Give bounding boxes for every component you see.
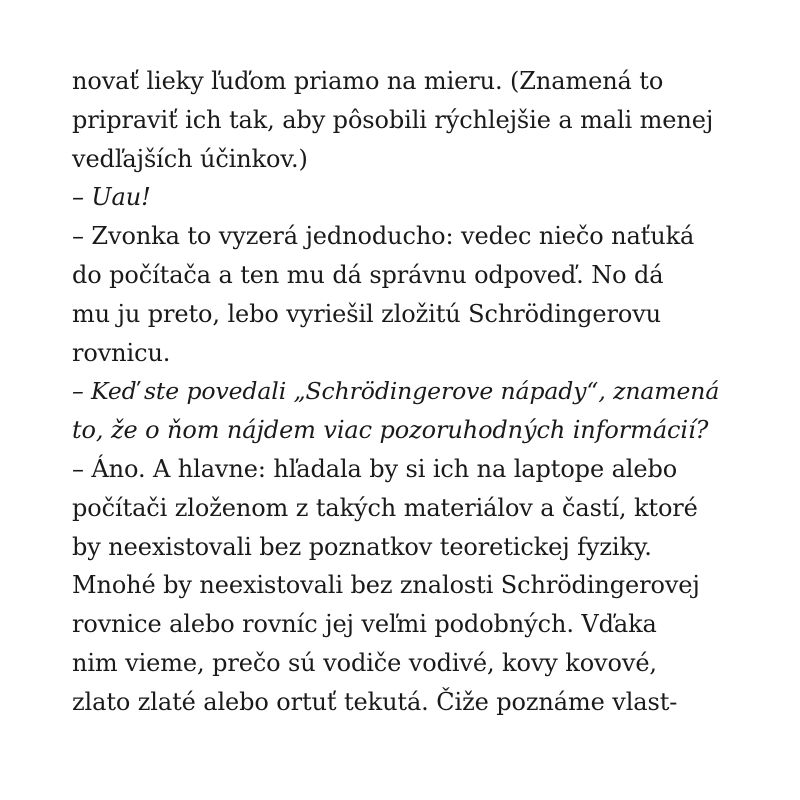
text-line: počítači zloženom z takých materiálov a častí, ktoré	[72, 493, 698, 522]
document-page	[72, 62, 732, 722]
text-line: pripraviť ich tak, aby pôsobili rýchlejšie a mali menej	[72, 105, 714, 134]
text-line: zlato zlaté alebo ortuť tekutá. Čiže poznáme vlast-	[72, 687, 678, 716]
text-line: mu ju preto, lebo vyriešil zložitú Schrödingerovu	[72, 299, 662, 328]
text-line: vedľajších účinkov.)	[72, 144, 308, 173]
dialogue-line-italic: – Keď ste povedali „Schrödingerove nápady“, znamená	[72, 377, 720, 406]
text-line: rovnicu.	[72, 338, 171, 367]
text-line: by neexistovali bez poznatkov teoretickej fyziky.	[72, 532, 652, 561]
dialogue-line-italic: – Uau!	[72, 183, 151, 212]
text-line: nim vieme, prečo sú vodiče vodivé, kovy kovové,	[72, 648, 657, 677]
text-line: – Zvonka to vyzerá jednoducho: vedec niečo naťuká	[72, 222, 695, 251]
text-line: rovnice alebo rovníc jej veľmi podobných. Vďaka	[72, 610, 657, 639]
text-line: – Áno. A hlavne: hľadala by si ich na laptope alebo	[72, 454, 678, 483]
text-line: Mnohé by neexistovali bez znalosti Schrödingerovej	[72, 571, 700, 600]
text-line: novať lieky ľuďom priamo na mieru. (Znamená to	[72, 67, 664, 95]
text-line: do počítača a ten mu dá správnu odpoveď. No dá	[72, 260, 664, 289]
dialogue-line-italic: to, že o ňom nájdem viac pozoruhodných informácií?	[72, 416, 709, 445]
